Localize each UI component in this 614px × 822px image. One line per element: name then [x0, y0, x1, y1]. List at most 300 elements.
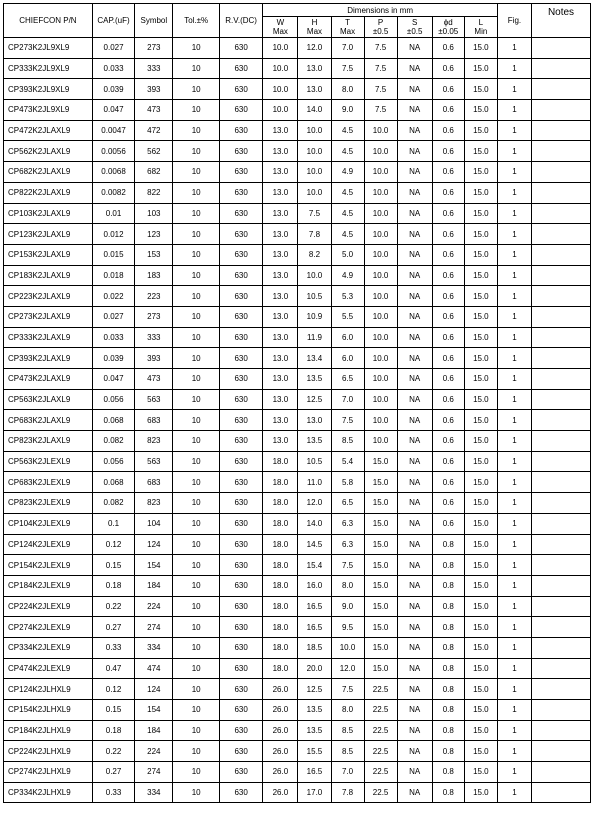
cell-dim-t: 6.3	[331, 534, 364, 555]
cell-dim-l: 15.0	[464, 493, 497, 514]
cell-tolerance: 10	[173, 555, 219, 576]
cell-symbol: 124	[135, 534, 173, 555]
cell-dim-d: 0.6	[432, 58, 464, 79]
cell-fig: 1	[497, 203, 531, 224]
cell-rated-voltage: 630	[219, 720, 262, 741]
cell-tolerance: 10	[173, 224, 219, 245]
table-row	[4, 741, 591, 762]
cell-dim-p: 22.5	[364, 679, 397, 700]
cell-dim-l: 15.0	[464, 679, 497, 700]
cell-part-number: CP154K2JLHXL9	[4, 700, 93, 721]
cell-fig: 1	[497, 410, 531, 431]
cell-tolerance: 10	[173, 679, 219, 700]
header-notes: Notes	[532, 4, 591, 38]
table-row	[4, 782, 591, 803]
cell-tolerance: 10	[173, 79, 219, 100]
cell-dim-t: 4.5	[331, 203, 364, 224]
cell-symbol: 334	[135, 782, 173, 803]
cell-notes	[532, 451, 591, 472]
capacitor-spec-table	[3, 3, 591, 803]
cell-symbol: 123	[135, 224, 173, 245]
cell-dim-p: 7.5	[364, 79, 397, 100]
cell-dim-h: 13.5	[298, 700, 331, 721]
cell-notes	[532, 431, 591, 452]
cell-dim-t: 7.0	[331, 762, 364, 783]
cell-dim-s: NA	[397, 369, 432, 390]
table-row	[4, 389, 591, 410]
table-row	[4, 762, 591, 783]
cell-rated-voltage: 630	[219, 162, 262, 183]
cell-dim-h: 13.4	[298, 348, 331, 369]
cell-dim-h: 18.5	[298, 637, 331, 658]
cell-dim-s: NA	[397, 58, 432, 79]
table-row	[4, 203, 591, 224]
cell-dim-t: 8.0	[331, 575, 364, 596]
cell-dim-w: 13.0	[263, 141, 298, 162]
cell-dim-h: 16.5	[298, 596, 331, 617]
cell-fig: 1	[497, 575, 531, 596]
cell-symbol: 473	[135, 100, 173, 121]
cell-dim-w: 13.0	[263, 265, 298, 286]
cell-fig: 1	[497, 244, 531, 265]
cell-dim-s: NA	[397, 720, 432, 741]
cell-dim-t: 5.3	[331, 286, 364, 307]
cell-dim-w: 26.0	[263, 762, 298, 783]
cell-fig: 1	[497, 741, 531, 762]
cell-part-number: CP683K2JLAXL9	[4, 410, 93, 431]
cell-dim-d: 0.8	[432, 575, 464, 596]
cell-fig: 1	[497, 369, 531, 390]
cell-part-number: CP273K2JL9XL9	[4, 38, 93, 59]
cell-dim-d: 0.6	[432, 451, 464, 472]
cell-tolerance: 10	[173, 762, 219, 783]
cell-capacitance: 0.015	[92, 244, 134, 265]
cell-capacitance: 0.018	[92, 265, 134, 286]
cell-symbol: 183	[135, 265, 173, 286]
cell-rated-voltage: 630	[219, 265, 262, 286]
table-row	[4, 38, 591, 59]
cell-dim-p: 15.0	[364, 658, 397, 679]
cell-capacitance: 0.012	[92, 224, 134, 245]
cell-dim-h: 10.0	[298, 265, 331, 286]
cell-tolerance: 10	[173, 286, 219, 307]
cell-dim-l: 15.0	[464, 720, 497, 741]
cell-capacitance: 0.027	[92, 38, 134, 59]
cell-dim-w: 18.0	[263, 617, 298, 638]
cell-rated-voltage: 630	[219, 431, 262, 452]
header-symbol: Symbol	[135, 4, 173, 38]
cell-part-number: CP562K2JLAXL9	[4, 141, 93, 162]
cell-dim-d: 0.6	[432, 410, 464, 431]
cell-dim-w: 26.0	[263, 720, 298, 741]
header-dim-qualifier: ±0.5	[406, 27, 423, 36]
cell-fig: 1	[497, 431, 531, 452]
cell-dim-w: 26.0	[263, 700, 298, 721]
cell-capacitance: 0.47	[92, 658, 134, 679]
cell-dim-d: 0.6	[432, 244, 464, 265]
table-row	[4, 410, 591, 431]
cell-part-number: CP474K2JLEXL9	[4, 658, 93, 679]
cell-dim-p: 10.0	[364, 182, 397, 203]
cell-fig: 1	[497, 637, 531, 658]
cell-part-number: CP224K2JLHXL9	[4, 741, 93, 762]
cell-notes	[532, 348, 591, 369]
header-dim-3	[364, 17, 397, 38]
cell-dim-h: 13.0	[298, 58, 331, 79]
cell-part-number: CP274K2JLEXL9	[4, 617, 93, 638]
cell-dim-s: NA	[397, 617, 432, 638]
cell-dim-w: 18.0	[263, 555, 298, 576]
cell-fig: 1	[497, 265, 531, 286]
cell-dim-t: 7.5	[331, 58, 364, 79]
cell-dim-s: NA	[397, 658, 432, 679]
cell-dim-l: 15.0	[464, 389, 497, 410]
cell-dim-p: 15.0	[364, 534, 397, 555]
cell-dim-s: NA	[397, 38, 432, 59]
cell-dim-p: 15.0	[364, 513, 397, 534]
cell-dim-w: 10.0	[263, 79, 298, 100]
cell-tolerance: 10	[173, 493, 219, 514]
cell-dim-h: 15.5	[298, 741, 331, 762]
cell-dim-w: 13.0	[263, 182, 298, 203]
cell-part-number: CP563K2JLEXL9	[4, 451, 93, 472]
cell-part-number: CP333K2JL9XL9	[4, 58, 93, 79]
cell-dim-p: 15.0	[364, 472, 397, 493]
cell-dim-h: 8.2	[298, 244, 331, 265]
header-part-number: CHIEFCON P/N	[4, 4, 93, 38]
cell-notes	[532, 534, 591, 555]
cell-tolerance: 10	[173, 637, 219, 658]
cell-dim-w: 18.0	[263, 637, 298, 658]
cell-dim-w: 10.0	[263, 100, 298, 121]
cell-symbol: 563	[135, 451, 173, 472]
cell-dim-t: 6.5	[331, 493, 364, 514]
cell-notes	[532, 265, 591, 286]
cell-fig: 1	[497, 679, 531, 700]
cell-dim-l: 15.0	[464, 431, 497, 452]
cell-dim-h: 10.0	[298, 182, 331, 203]
cell-dim-s: NA	[397, 348, 432, 369]
cell-capacitance: 0.15	[92, 555, 134, 576]
cell-notes	[532, 700, 591, 721]
table-row	[4, 348, 591, 369]
cell-notes	[532, 720, 591, 741]
cell-dim-p: 10.0	[364, 369, 397, 390]
cell-dim-h: 11.0	[298, 472, 331, 493]
cell-symbol: 184	[135, 720, 173, 741]
cell-tolerance: 10	[173, 327, 219, 348]
cell-dim-t: 7.5	[331, 679, 364, 700]
cell-tolerance: 10	[173, 389, 219, 410]
table-row	[4, 141, 591, 162]
header-dim-0	[263, 17, 298, 38]
cell-dim-p: 15.0	[364, 451, 397, 472]
cell-dim-d: 0.6	[432, 513, 464, 534]
header-tolerance: Tol.±%	[173, 4, 219, 38]
cell-fig: 1	[497, 658, 531, 679]
cell-symbol: 823	[135, 493, 173, 514]
cell-tolerance: 10	[173, 182, 219, 203]
cell-dim-w: 18.0	[263, 493, 298, 514]
cell-dim-s: NA	[397, 513, 432, 534]
cell-dim-h: 12.0	[298, 493, 331, 514]
cell-dim-t: 7.0	[331, 38, 364, 59]
cell-tolerance: 10	[173, 203, 219, 224]
cell-rated-voltage: 630	[219, 782, 262, 803]
cell-notes	[532, 596, 591, 617]
cell-dim-d: 0.6	[432, 120, 464, 141]
cell-dim-s: NA	[397, 431, 432, 452]
cell-dim-t: 7.8	[331, 782, 364, 803]
cell-part-number: CP103K2JLAXL9	[4, 203, 93, 224]
cell-part-number: CP563K2JLAXL9	[4, 389, 93, 410]
cell-notes	[532, 286, 591, 307]
cell-dim-p: 15.0	[364, 493, 397, 514]
cell-dim-d: 0.6	[432, 182, 464, 203]
cell-symbol: 334	[135, 637, 173, 658]
cell-symbol: 333	[135, 327, 173, 348]
cell-tolerance: 10	[173, 244, 219, 265]
cell-dim-t: 9.5	[331, 617, 364, 638]
cell-rated-voltage: 630	[219, 658, 262, 679]
cell-dim-l: 15.0	[464, 79, 497, 100]
cell-dim-w: 13.0	[263, 244, 298, 265]
cell-dim-w: 18.0	[263, 575, 298, 596]
cell-dim-p: 10.0	[364, 244, 397, 265]
cell-tolerance: 10	[173, 513, 219, 534]
cell-part-number: CP822K2JLAXL9	[4, 182, 93, 203]
header-dim-1	[298, 17, 331, 38]
cell-rated-voltage: 630	[219, 555, 262, 576]
cell-dim-s: NA	[397, 327, 432, 348]
cell-rated-voltage: 630	[219, 617, 262, 638]
cell-fig: 1	[497, 182, 531, 203]
cell-fig: 1	[497, 162, 531, 183]
cell-dim-d: 0.8	[432, 700, 464, 721]
header-rated-voltage: R.V.(DC)	[219, 4, 262, 38]
cell-dim-s: NA	[397, 244, 432, 265]
cell-dim-s: NA	[397, 79, 432, 100]
cell-dim-p: 10.0	[364, 224, 397, 245]
cell-part-number: CP393K2JLAXL9	[4, 348, 93, 369]
cell-dim-l: 15.0	[464, 369, 497, 390]
cell-tolerance: 10	[173, 410, 219, 431]
cell-fig: 1	[497, 596, 531, 617]
cell-rated-voltage: 630	[219, 141, 262, 162]
cell-symbol: 223	[135, 286, 173, 307]
header-dim-name: L	[478, 18, 484, 27]
cell-dim-s: NA	[397, 493, 432, 514]
cell-notes	[532, 762, 591, 783]
cell-dim-l: 15.0	[464, 555, 497, 576]
cell-dim-d: 0.6	[432, 327, 464, 348]
cell-dim-w: 18.0	[263, 534, 298, 555]
cell-dim-h: 10.5	[298, 286, 331, 307]
cell-dim-l: 15.0	[464, 327, 497, 348]
table-header	[4, 4, 591, 38]
cell-dim-w: 26.0	[263, 741, 298, 762]
cell-dim-l: 15.0	[464, 534, 497, 555]
cell-capacitance: 0.0068	[92, 162, 134, 183]
cell-dim-h: 7.5	[298, 203, 331, 224]
table-row	[4, 596, 591, 617]
cell-rated-voltage: 630	[219, 369, 262, 390]
cell-fig: 1	[497, 348, 531, 369]
cell-fig: 1	[497, 120, 531, 141]
cell-dim-d: 0.8	[432, 534, 464, 555]
cell-part-number: CP333K2JLAXL9	[4, 327, 93, 348]
cell-dim-h: 10.5	[298, 451, 331, 472]
cell-dim-t: 8.0	[331, 79, 364, 100]
cell-notes	[532, 306, 591, 327]
header-dim-name: W	[276, 18, 285, 27]
cell-dim-s: NA	[397, 162, 432, 183]
cell-fig: 1	[497, 58, 531, 79]
header-capacitance: CAP.(uF)	[92, 4, 134, 38]
cell-dim-w: 13.0	[263, 224, 298, 245]
cell-dim-t: 4.5	[331, 224, 364, 245]
cell-dim-w: 13.0	[263, 389, 298, 410]
cell-rated-voltage: 630	[219, 79, 262, 100]
cell-rated-voltage: 630	[219, 58, 262, 79]
cell-dim-p: 10.0	[364, 306, 397, 327]
cell-dim-h: 14.0	[298, 100, 331, 121]
cell-dim-t: 6.0	[331, 348, 364, 369]
cell-capacitance: 0.27	[92, 617, 134, 638]
cell-dim-l: 15.0	[464, 617, 497, 638]
cell-symbol: 154	[135, 700, 173, 721]
cell-dim-w: 13.0	[263, 306, 298, 327]
cell-dim-t: 6.3	[331, 513, 364, 534]
cell-dim-h: 10.9	[298, 306, 331, 327]
cell-dim-t: 9.0	[331, 100, 364, 121]
header-dim-2	[331, 17, 364, 38]
cell-fig: 1	[497, 100, 531, 121]
cell-symbol: 124	[135, 679, 173, 700]
cell-capacitance: 0.047	[92, 100, 134, 121]
cell-dim-l: 15.0	[464, 120, 497, 141]
cell-dim-d: 0.6	[432, 38, 464, 59]
table-row	[4, 286, 591, 307]
cell-symbol: 224	[135, 741, 173, 762]
cell-dim-h: 12.5	[298, 389, 331, 410]
cell-notes	[532, 472, 591, 493]
cell-notes	[532, 741, 591, 762]
table-row	[4, 79, 591, 100]
cell-capacitance: 0.12	[92, 679, 134, 700]
header-dim-name: S	[412, 18, 418, 27]
cell-part-number: CP124K2JLHXL9	[4, 679, 93, 700]
cell-rated-voltage: 630	[219, 410, 262, 431]
cell-dim-s: NA	[397, 224, 432, 245]
cell-dim-s: NA	[397, 451, 432, 472]
cell-dim-t: 9.0	[331, 596, 364, 617]
cell-dim-s: NA	[397, 762, 432, 783]
cell-dim-d: 0.6	[432, 286, 464, 307]
cell-dim-t: 10.0	[331, 637, 364, 658]
cell-dim-d: 0.6	[432, 224, 464, 245]
cell-notes	[532, 244, 591, 265]
table-row	[4, 244, 591, 265]
cell-rated-voltage: 630	[219, 513, 262, 534]
cell-dim-w: 18.0	[263, 472, 298, 493]
cell-fig: 1	[497, 472, 531, 493]
cell-capacitance: 0.01	[92, 203, 134, 224]
cell-capacitance: 0.33	[92, 637, 134, 658]
cell-dim-l: 15.0	[464, 575, 497, 596]
cell-symbol: 682	[135, 162, 173, 183]
cell-dim-w: 10.0	[263, 38, 298, 59]
cell-tolerance: 10	[173, 431, 219, 452]
table-row	[4, 720, 591, 741]
cell-dim-p: 10.0	[364, 431, 397, 452]
cell-rated-voltage: 630	[219, 100, 262, 121]
cell-rated-voltage: 630	[219, 38, 262, 59]
cell-part-number: CP224K2JLEXL9	[4, 596, 93, 617]
cell-dim-l: 15.0	[464, 410, 497, 431]
cell-symbol: 683	[135, 410, 173, 431]
cell-symbol: 104	[135, 513, 173, 534]
cell-symbol: 473	[135, 369, 173, 390]
cell-rated-voltage: 630	[219, 493, 262, 514]
cell-dim-h: 11.9	[298, 327, 331, 348]
cell-dim-d: 0.6	[432, 472, 464, 493]
cell-dim-p: 10.0	[364, 265, 397, 286]
cell-fig: 1	[497, 451, 531, 472]
cell-dim-d: 0.8	[432, 617, 464, 638]
table-row	[4, 100, 591, 121]
cell-symbol: 153	[135, 244, 173, 265]
cell-tolerance: 10	[173, 162, 219, 183]
cell-dim-t: 4.5	[331, 120, 364, 141]
cell-notes	[532, 513, 591, 534]
table-row	[4, 265, 591, 286]
cell-dim-d: 0.6	[432, 431, 464, 452]
cell-dim-p: 10.0	[364, 286, 397, 307]
cell-capacitance: 0.12	[92, 534, 134, 555]
cell-symbol: 273	[135, 306, 173, 327]
cell-notes	[532, 782, 591, 803]
cell-dim-l: 15.0	[464, 348, 497, 369]
table-row	[4, 493, 591, 514]
cell-part-number: CP124K2JLEXL9	[4, 534, 93, 555]
cell-dim-h: 16.5	[298, 617, 331, 638]
cell-capacitance: 0.18	[92, 720, 134, 741]
cell-dim-w: 13.0	[263, 369, 298, 390]
cell-dim-l: 15.0	[464, 782, 497, 803]
cell-dim-w: 13.0	[263, 410, 298, 431]
header-dim-6	[464, 17, 497, 38]
cell-dim-l: 15.0	[464, 451, 497, 472]
cell-rated-voltage: 630	[219, 679, 262, 700]
cell-symbol: 393	[135, 348, 173, 369]
cell-dim-w: 26.0	[263, 679, 298, 700]
cell-dim-h: 10.0	[298, 141, 331, 162]
cell-dim-d: 0.6	[432, 79, 464, 100]
cell-dim-h: 20.0	[298, 658, 331, 679]
cell-rated-voltage: 630	[219, 203, 262, 224]
cell-dim-l: 15.0	[464, 700, 497, 721]
cell-part-number: CP273K2JLAXL9	[4, 306, 93, 327]
cell-dim-t: 12.0	[331, 658, 364, 679]
cell-tolerance: 10	[173, 658, 219, 679]
cell-rated-voltage: 630	[219, 286, 262, 307]
cell-dim-d: 0.8	[432, 596, 464, 617]
cell-dim-w: 18.0	[263, 451, 298, 472]
cell-dim-h: 15.4	[298, 555, 331, 576]
cell-tolerance: 10	[173, 38, 219, 59]
table-row	[4, 162, 591, 183]
